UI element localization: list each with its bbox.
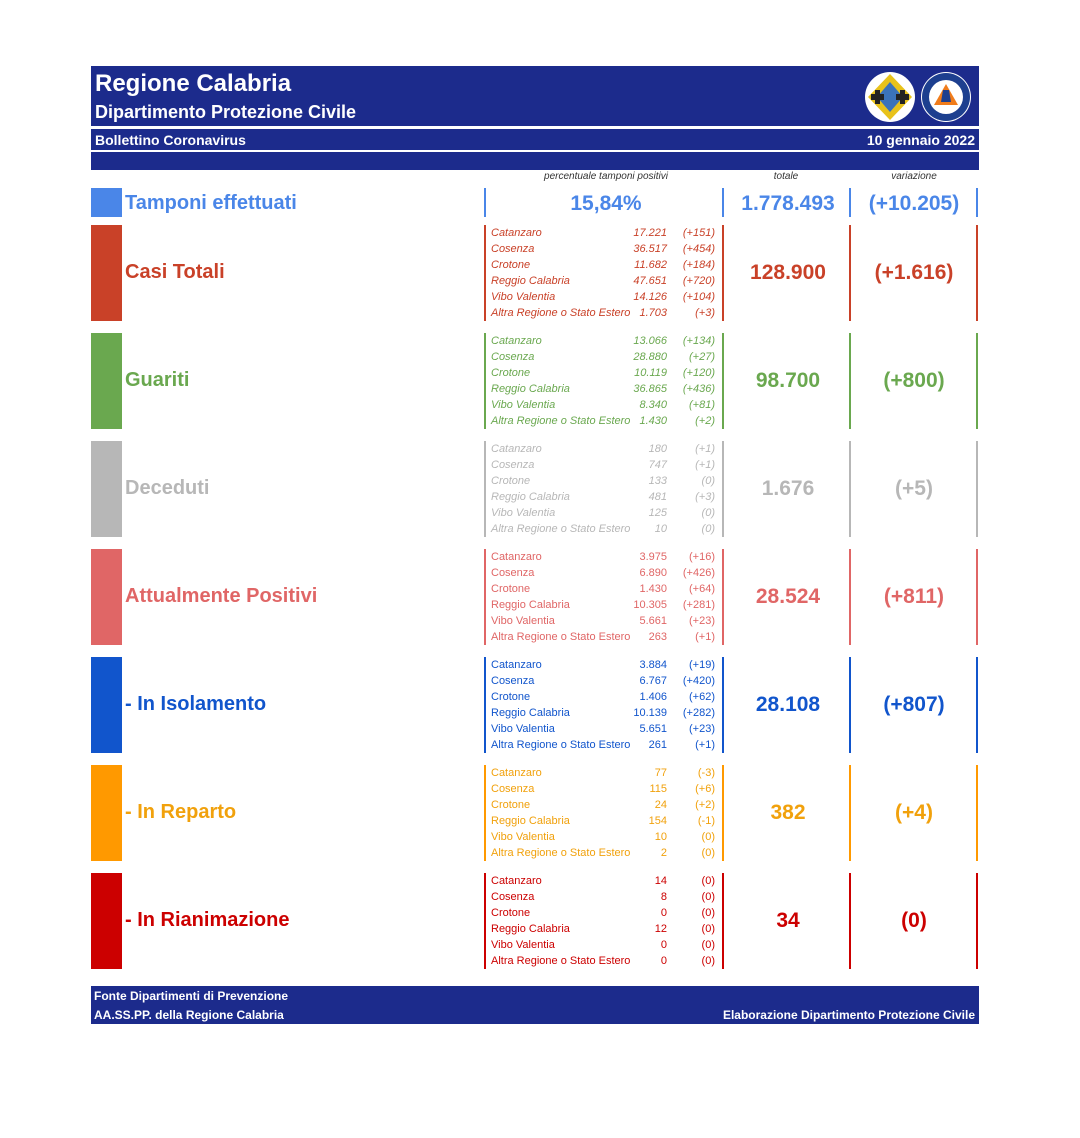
province-value: 17.221	[633, 227, 667, 239]
province-name: Reggio Calabria	[491, 707, 570, 719]
province-name: Cosenza	[491, 675, 535, 687]
section-label: Casi Totali	[125, 261, 225, 283]
province-change: (+19)	[689, 659, 715, 671]
province-value: 1.430	[639, 415, 667, 427]
province-change: (+104)	[682, 291, 715, 303]
province-value: 8.340	[639, 399, 667, 411]
province-name: Crotone	[491, 799, 531, 811]
province-name: Crotone	[491, 259, 531, 271]
province-change: (+3)	[695, 491, 715, 503]
section-color-square	[91, 873, 122, 969]
province-change: (0)	[701, 523, 715, 535]
province-row	[491, 350, 723, 366]
province-row	[491, 846, 723, 862]
province-value: 481	[648, 491, 667, 503]
province-row	[491, 382, 723, 398]
province-row	[491, 226, 723, 242]
province-value: 8	[660, 891, 667, 903]
province-change: (0)	[701, 955, 715, 967]
province-value: 28.880	[633, 351, 667, 363]
province-change: (0)	[701, 891, 715, 903]
section-change: (+807)	[883, 693, 945, 716]
province-name: Reggio Calabria	[491, 491, 570, 503]
province-change: (+62)	[689, 691, 715, 703]
province-change: (+6)	[695, 783, 715, 795]
province-value: 0	[660, 907, 667, 919]
province-row	[491, 442, 723, 458]
province-change: (-3)	[697, 767, 715, 779]
province-value: 6.890	[639, 567, 667, 579]
province-name: Reggio Calabria	[491, 923, 570, 935]
section-label: - In Isolamento	[125, 693, 267, 715]
col-percent-label: percentuale tamponi positivi	[544, 171, 668, 182]
province-value: 10.305	[633, 599, 667, 611]
province-change: (+282)	[682, 707, 715, 719]
province-value: 154	[648, 815, 667, 827]
province-change: (+184)	[682, 259, 715, 271]
province-change: (0)	[701, 831, 715, 843]
province-name: Crotone	[491, 367, 531, 379]
province-breakdown	[491, 226, 723, 322]
tamponi-change: (+10.205)	[868, 192, 960, 215]
section-label: Deceduti	[125, 477, 210, 499]
province-row	[491, 674, 723, 690]
tamponi-percent: 15,84%	[570, 192, 642, 215]
province-name: Catanzaro	[491, 443, 542, 455]
province-value: 115	[649, 783, 667, 795]
sections	[91, 224, 979, 980]
province-row	[491, 490, 723, 506]
province-change: (+27)	[689, 351, 715, 363]
province-name: Vibo Valentia	[491, 507, 556, 519]
province-change: (+151)	[682, 227, 715, 239]
province-name: Altra Regione o Stato Estero	[491, 307, 631, 319]
province-name: Reggio Calabria	[491, 275, 570, 287]
province-row	[491, 414, 723, 430]
province-value: 1.406	[639, 691, 667, 703]
province-value: 2	[660, 847, 667, 859]
province-name: Crotone	[491, 583, 531, 595]
header-banner	[91, 66, 979, 126]
protezione-civile-logo-icon	[921, 72, 971, 122]
province-change: (0)	[701, 847, 715, 859]
province-change: (+1)	[695, 459, 715, 471]
province-name: Crotone	[491, 475, 531, 487]
province-name: Cosenza	[491, 567, 535, 579]
section-row	[91, 224, 979, 332]
province-change: (+2)	[695, 415, 715, 427]
province-row	[491, 242, 723, 258]
province-row	[491, 830, 723, 846]
province-value: 6.767	[639, 675, 667, 687]
province-change: (0)	[701, 907, 715, 919]
province-value: 263	[648, 631, 667, 643]
province-row	[491, 598, 723, 614]
province-row	[491, 906, 723, 922]
tamponi-total: 1.778.493	[741, 192, 835, 215]
section-row	[91, 872, 979, 980]
section-row	[91, 764, 979, 872]
section-color-square	[91, 549, 122, 645]
logos	[865, 72, 971, 122]
province-name: Vibo Valentia	[491, 615, 555, 627]
province-row	[491, 814, 723, 830]
province-name: Cosenza	[491, 783, 535, 795]
province-breakdown	[491, 334, 723, 430]
province-row	[491, 334, 723, 350]
province-name: Altra Regione o Stato Estero	[491, 847, 631, 859]
section-change: (+811)	[883, 585, 945, 608]
province-name: Crotone	[491, 907, 531, 919]
province-row	[491, 566, 723, 582]
section-color-square	[91, 765, 122, 861]
province-breakdown	[491, 766, 723, 862]
section-change: (+5)	[895, 477, 933, 500]
province-name: Cosenza	[491, 351, 535, 363]
province-row	[491, 630, 723, 646]
province-change: (+436)	[682, 383, 715, 395]
province-row	[491, 938, 723, 954]
province-value: 3.884	[639, 659, 667, 671]
province-change: (0)	[701, 875, 715, 887]
section-total: 98.700	[755, 369, 821, 392]
province-change: (+420)	[682, 675, 715, 687]
footer-asp: AA.SS.PP. della Regione Calabria	[94, 1008, 284, 1022]
section-color-square	[91, 225, 122, 321]
province-change: (-1)	[697, 815, 715, 827]
province-name: Altra Regione o Stato Estero	[491, 955, 631, 967]
province-change: (+64)	[689, 583, 715, 595]
province-change: (0)	[701, 507, 715, 519]
section-label: - In Reparto	[125, 801, 237, 823]
footer-credit: Elaborazione Dipartimento Protezione Civile	[722, 1008, 975, 1022]
province-name: Reggio Calabria	[491, 599, 570, 611]
province-name: Vibo Valentia	[491, 291, 556, 303]
province-change: (0)	[701, 923, 715, 935]
footer-source: Fonte Dipartimenti di Prevenzione	[94, 989, 289, 1003]
province-value: 47.651	[633, 275, 667, 287]
province-row	[491, 954, 723, 970]
province-name: Altra Regione o Stato Estero	[491, 739, 631, 751]
bulletin	[91, 66, 979, 1024]
section-change: (0)	[901, 909, 927, 932]
province-change: (+134)	[682, 335, 715, 347]
province-row	[491, 614, 723, 630]
province-change: (+454)	[682, 243, 715, 255]
province-change: (+281)	[682, 599, 715, 611]
province-row	[491, 874, 723, 890]
province-breakdown	[491, 442, 723, 538]
section-change: (+4)	[895, 801, 933, 824]
province-row	[491, 782, 723, 798]
province-value: 10	[654, 523, 667, 535]
tamponi-label: Tamponi effettuati	[125, 192, 297, 214]
bulletin-label: Bollettino Coronavirus	[95, 132, 246, 148]
column-headers	[91, 170, 979, 184]
section-color-square	[91, 657, 122, 753]
province-name: Catanzaro	[491, 335, 542, 347]
province-change: (+1)	[695, 739, 715, 751]
province-value: 14	[654, 875, 667, 887]
province-value: 1.703	[639, 307, 667, 319]
province-row	[491, 658, 723, 674]
province-change: (+426)	[682, 567, 715, 579]
province-change: (+1)	[695, 631, 715, 643]
tamponi-row	[91, 184, 979, 224]
province-value: 3.975	[639, 551, 667, 563]
page-title: Regione Calabria	[95, 70, 292, 97]
section-label: Guariti	[125, 369, 190, 391]
province-value: 14.126	[633, 291, 667, 303]
province-change: (+23)	[689, 615, 715, 627]
province-value: 125	[648, 507, 667, 519]
province-name: Cosenza	[491, 891, 535, 903]
province-row	[491, 398, 723, 414]
province-value: 261	[648, 739, 667, 751]
province-breakdown	[491, 550, 723, 646]
province-row	[491, 474, 723, 490]
province-name: Reggio Calabria	[491, 383, 570, 395]
province-change: (+120)	[682, 367, 715, 379]
province-row	[491, 690, 723, 706]
province-name: Cosenza	[491, 243, 535, 255]
province-name: Crotone	[491, 691, 531, 703]
section-row	[91, 548, 979, 656]
col-total-label: totale	[773, 171, 799, 182]
section-label: Attualmente Positivi	[125, 585, 318, 607]
province-value: 5.651	[639, 723, 667, 735]
province-change: (0)	[701, 475, 715, 487]
region-coat-of-arms-icon	[865, 72, 915, 122]
page-subtitle: Dipartimento Protezione Civile	[95, 102, 357, 122]
section-total: 382	[770, 801, 806, 824]
province-change: (+2)	[695, 799, 715, 811]
province-row	[491, 274, 723, 290]
province-value: 12	[654, 923, 667, 935]
province-row	[491, 706, 723, 722]
province-change: (+23)	[689, 723, 715, 735]
section-row	[91, 332, 979, 440]
province-value: 36.865	[633, 383, 667, 395]
province-breakdown	[491, 874, 723, 970]
province-value: 747	[648, 459, 667, 471]
col-change-label: variazione	[891, 171, 937, 182]
province-change: (+16)	[689, 551, 715, 563]
province-row	[491, 922, 723, 938]
province-name: Altra Regione o Stato Estero	[491, 523, 631, 535]
section-row	[91, 656, 979, 764]
province-value: 11.682	[634, 259, 667, 271]
province-value: 77	[654, 767, 667, 779]
province-row	[491, 506, 723, 522]
province-name: Catanzaro	[491, 875, 542, 887]
province-row	[491, 522, 723, 538]
province-row	[491, 290, 723, 306]
province-row	[491, 458, 723, 474]
section-total: 34	[776, 909, 800, 932]
province-row	[491, 550, 723, 566]
section-change: (+1.616)	[874, 261, 954, 284]
province-value: 13.066	[633, 335, 667, 347]
province-value: 5.661	[639, 615, 667, 627]
province-row	[491, 582, 723, 598]
province-value: 0	[660, 939, 667, 951]
province-name: Catanzaro	[491, 767, 542, 779]
province-change: (+81)	[689, 399, 715, 411]
bulletin-date: 10 gennaio 2022	[866, 132, 975, 148]
province-row	[491, 766, 723, 782]
province-name: Vibo Valentia	[491, 831, 555, 843]
province-name: Altra Regione o Stato Estero	[491, 415, 631, 427]
province-row	[491, 890, 723, 906]
province-name: Reggio Calabria	[491, 815, 570, 827]
province-row	[491, 738, 723, 754]
province-breakdown	[491, 658, 723, 754]
section-color-square	[91, 441, 122, 537]
section-color-square	[91, 333, 122, 429]
province-name: Vibo Valentia	[491, 399, 556, 411]
province-name: Cosenza	[491, 459, 535, 471]
section-change: (+800)	[883, 369, 945, 392]
province-value: 133	[648, 475, 667, 487]
province-name: Vibo Valentia	[491, 723, 555, 735]
section-total: 28.108	[755, 693, 821, 716]
province-value: 10	[654, 831, 667, 843]
province-value: 1.430	[639, 583, 667, 595]
province-change: (+1)	[695, 443, 715, 455]
section-total: 1.676	[761, 477, 815, 500]
province-row	[491, 306, 723, 322]
province-row	[491, 366, 723, 382]
province-change: (+720)	[682, 275, 715, 287]
province-change: (+3)	[695, 307, 715, 319]
province-name: Vibo Valentia	[491, 939, 555, 951]
province-value: 24	[654, 799, 667, 811]
province-name: Catanzaro	[491, 227, 542, 239]
province-row	[491, 798, 723, 814]
footer	[91, 986, 979, 1024]
province-row	[491, 722, 723, 738]
section-total: 28.524	[755, 585, 821, 608]
section-label: - In Rianimazione	[125, 909, 290, 931]
province-name: Altra Regione o Stato Estero	[491, 631, 631, 643]
section-row	[91, 440, 979, 548]
province-name: Catanzaro	[491, 659, 542, 671]
tamponi-color-square	[91, 188, 122, 217]
province-value: 10.139	[633, 707, 667, 719]
section-total: 128.900	[750, 261, 826, 284]
province-value: 180	[648, 443, 667, 455]
province-value: 0	[660, 955, 667, 967]
province-value: 36.517	[633, 243, 667, 255]
province-name: Catanzaro	[491, 551, 542, 563]
province-row	[491, 258, 723, 274]
province-value: 10.119	[634, 367, 667, 379]
province-change: (0)	[701, 939, 715, 951]
bulletin-bar	[91, 129, 979, 150]
